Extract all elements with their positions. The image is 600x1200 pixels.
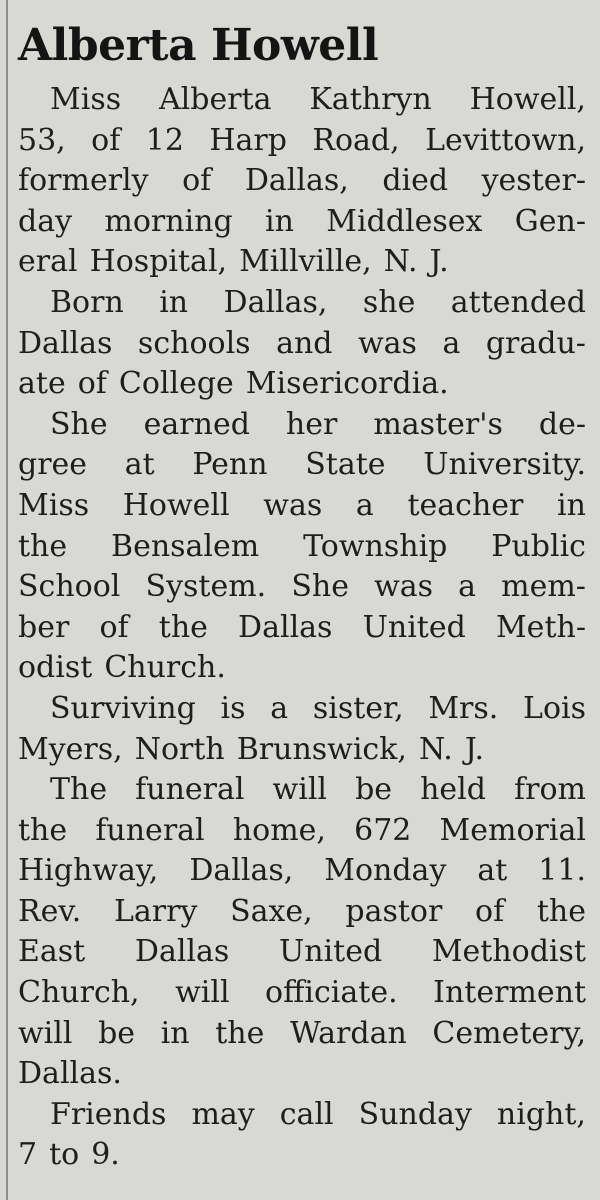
- text-line: Highway, Dallas, Monday at 11.: [18, 853, 586, 889]
- obituary-body: [18, 80, 586, 1176]
- text-line: will be in the Wardan Cemetery,: [18, 1015, 586, 1051]
- obituary-paragraph: [18, 80, 586, 283]
- text-line: Church, will officiate. Interment: [18, 975, 586, 1011]
- text-line: formerly of Dallas, died yester-: [18, 163, 586, 199]
- text-line: East Dallas United Methodist: [18, 934, 586, 970]
- text-line: Dallas schools and was a gradu-: [18, 325, 586, 361]
- text-line: Dallas.: [18, 1056, 122, 1092]
- text-line: Rev. Larry Saxe, pastor of the: [18, 893, 586, 929]
- text-line: the funeral home, 672 Memorial: [18, 812, 586, 848]
- text-line: School System. She was a mem-: [18, 569, 586, 605]
- obituary-paragraph: [18, 689, 586, 770]
- obituary-paragraph: [18, 1095, 586, 1176]
- text-line: Born in Dallas, she attended: [50, 284, 586, 320]
- text-line: odist Church.: [18, 650, 226, 686]
- text-line: the Bensalem Township Public: [18, 528, 586, 564]
- text-line: 7 to 9.: [18, 1137, 120, 1173]
- text-line: eral Hospital, Millville, N. J.: [18, 244, 449, 280]
- column-rule: [6, 0, 8, 1200]
- text-line: 53, of 12 Harp Road, Levittown,: [18, 122, 586, 158]
- text-line: Miss Alberta Kathryn Howell,: [50, 82, 586, 117]
- text-line: ate of College Misericordia.: [18, 366, 449, 402]
- text-line: The funeral will be held from: [50, 772, 586, 808]
- text-line: She earned her master's de-: [50, 406, 586, 442]
- obituary-paragraph: [18, 283, 586, 405]
- text-line: ber of the Dallas United Meth-: [18, 609, 586, 645]
- obituary-paragraph: [18, 770, 586, 1095]
- text-line: Surviving is a sister, Mrs. Lois: [50, 690, 586, 726]
- obituary-headline: Alberta Howell: [18, 20, 379, 71]
- text-line: Miss Howell was a teacher in: [18, 487, 586, 523]
- text-line: gree at Penn State University.: [18, 447, 586, 483]
- text-line: day morning in Middlesex Gen-: [18, 203, 586, 239]
- obituary-paragraph: [18, 405, 586, 689]
- obituary-article: [18, 18, 586, 1176]
- text-line: Friends may call Sunday night,: [50, 1096, 586, 1132]
- text-line: Myers, North Brunswick, N. J.: [18, 731, 485, 767]
